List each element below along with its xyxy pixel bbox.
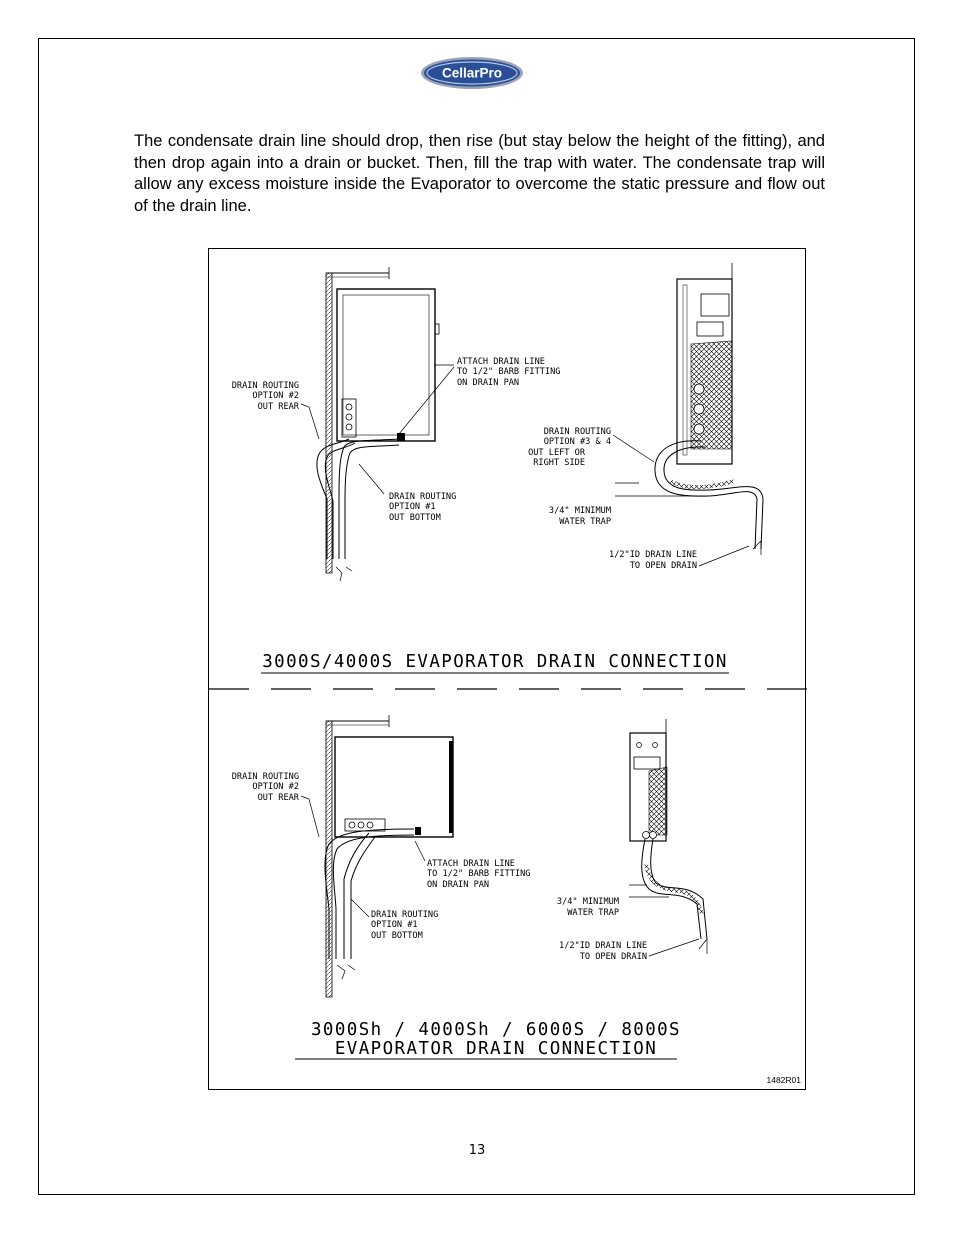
top-option34-label-1: DRAIN ROUTING: [543, 427, 611, 437]
cellarpro-logo: [419, 55, 525, 91]
bottom-option1-label-3: OUT BOTTOM: [371, 931, 423, 941]
bottom-drain-label-1: 1/2"ID DRAIN LINE: [559, 941, 647, 951]
top-wall: [326, 267, 389, 573]
intro-paragraph: The condensate drain line should drop, then rise (but stay below the height of the fitting), and then drop again into a drain or bucket. Then, fill the trap with water. The condensate trap will allow any excess moisture inside the Evaporator to overcome the static pressure and flow out of the drain line.: [134, 132, 825, 215]
top-option2-label-1: DRAIN ROUTING: [231, 381, 299, 391]
top-attach-label-1: ATTACH DRAIN LINE: [457, 357, 545, 367]
bottom-water-trap-hose: [629, 839, 707, 954]
top-drain-label-1: 1/2"ID DRAIN LINE: [609, 550, 697, 560]
bottom-option1-label-2: OPTION #1: [371, 920, 418, 930]
bottom-attach-label-2: TO 1/2" BARB FITTING: [427, 869, 531, 879]
bottom-diagram-title-line2: EVAPORATOR DRAIN CONNECTION: [334, 1039, 658, 1059]
bottom-evaporator-side-view: [335, 737, 453, 837]
top-trap-label-1: 3/4" MINIMUM: [548, 506, 611, 516]
top-option1-label-2: OPTION #1: [389, 502, 436, 512]
top-option2-label-3: OUT REAR: [257, 402, 299, 412]
drain-connection-figure: [208, 248, 806, 1090]
bottom-option2-label-1: DRAIN ROUTING: [231, 772, 299, 782]
top-attach-label-2: TO 1/2" BARB FITTING: [457, 367, 561, 377]
drawing-code: 1482R01: [766, 1075, 801, 1085]
top-diagram-title: 3000S/4000S EVAPORATOR DRAIN CONNECTION: [262, 652, 728, 672]
bottom-evaporator-front-view: [630, 719, 667, 841]
bottom-drain-label-2: TO OPEN DRAIN: [579, 952, 647, 962]
bottom-trap-label-2: WATER TRAP: [567, 908, 619, 918]
top-option1-label-1: DRAIN ROUTING: [389, 492, 457, 502]
top-attach-label-3: ON DRAIN PAN: [457, 378, 520, 388]
bottom-drain-hose: [325, 829, 414, 979]
top-evaporator-side-view: [337, 289, 439, 441]
bottom-option2-label-2: OPTION #2: [252, 782, 299, 792]
page-number: 13: [468, 1143, 486, 1158]
top-drain-label-2: TO OPEN DRAIN: [629, 561, 697, 571]
top-option34-label-3: OUT LEFT OR: [528, 448, 585, 458]
top-option1-label-3: OUT BOTTOM: [389, 513, 441, 523]
top-option2-label-2: OPTION #2: [252, 391, 299, 401]
bottom-trap-label-1: 3/4" MINIMUM: [556, 897, 619, 907]
bottom-option2-label-3: OUT REAR: [257, 793, 299, 803]
drain-diagram: [209, 249, 807, 1091]
bottom-attach-label-3: ON DRAIN PAN: [427, 880, 490, 890]
top-water-trap-hose: [615, 441, 763, 555]
logo-text: CellarPro: [441, 65, 503, 81]
top-option34-label-2: OPTION #3 & 4: [543, 437, 611, 447]
bottom-option1-label-1: DRAIN ROUTING: [371, 910, 439, 920]
bottom-attach-label-1: ATTACH DRAIN LINE: [427, 859, 515, 869]
top-option34-label-4: RIGHT SIDE: [533, 458, 585, 468]
top-evaporator-front-view: [677, 263, 732, 464]
top-trap-label-2: WATER TRAP: [559, 517, 611, 527]
bottom-diagram-title-line1: 3000Sh / 4000Sh / 6000S / 8000S: [310, 1020, 682, 1040]
